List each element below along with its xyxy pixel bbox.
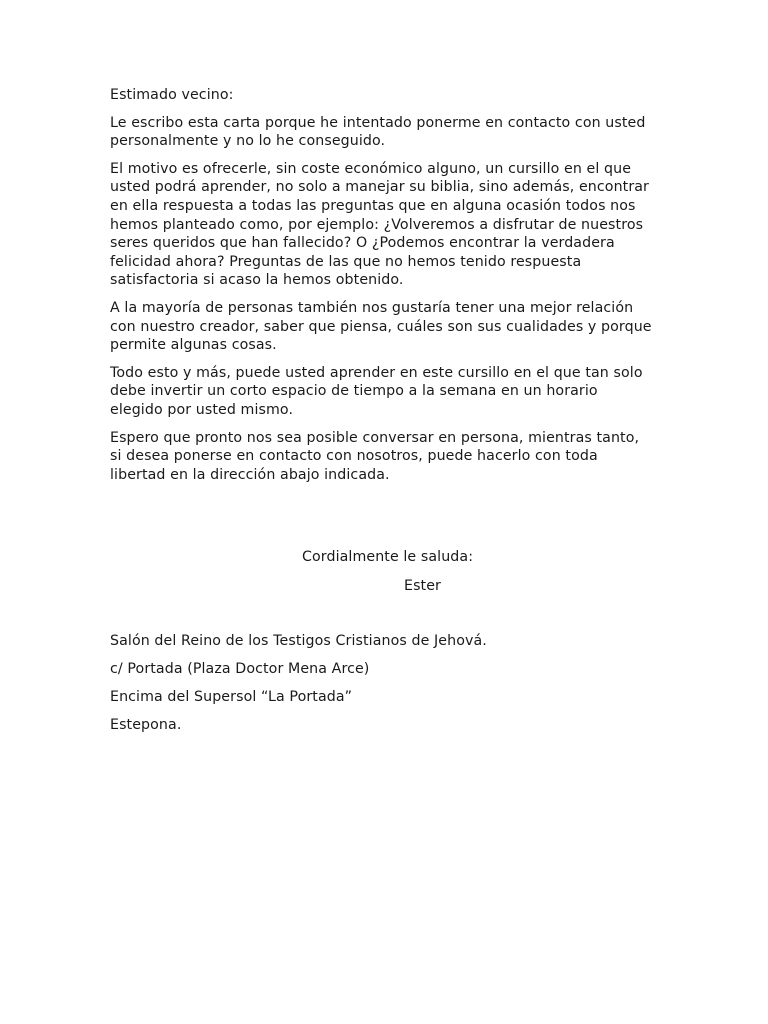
address-block bbox=[110, 632, 655, 744]
closing-block bbox=[110, 548, 655, 608]
letter-paragraph: Todo esto y más, puede usted aprender en este cursillo en el que tan solo debe invertir un corto espacio de tiempo a la semana en un horario elegido por usted mismo. bbox=[110, 364, 643, 418]
address-line: Salón del Reino de los Testigos Cristianos de Jehová. bbox=[110, 633, 487, 649]
letter-signature: Ester bbox=[404, 578, 441, 594]
letter-closing: Cordialmente le saluda: bbox=[302, 549, 474, 565]
address-line: c/ Portada (Plaza Doctor Mena Arce) bbox=[110, 661, 370, 678]
letter-greeting: Estimado vecino: bbox=[110, 87, 234, 103]
address-line: Estepona. bbox=[110, 717, 182, 734]
letter-body bbox=[110, 86, 655, 734]
letter-paragraph: El motivo es ofrecerle, sin coste económico alguno, un cursillo en el que usted podrá aprender, no solo a manejar su biblia, sino además, encontrar en ella respuesta a todas las preguntas que en alguna ocasión todos nos hemos planteado como, por ejemplo: ¿Volveremos a disfrutar de nuestros seres queridos que han fallecido? O ¿Podemos encontrar la verdadera felicidad ahora? Preguntas de las que no hemos tenido respuesta satisfactoria si acaso la hemos obtenido. bbox=[110, 160, 649, 289]
letter-paragraph: Le escribo esta carta porque he intentado ponerme en contacto con usted personalmente y no lo he conseguido. bbox=[110, 114, 646, 150]
letter-paragraph: A la mayoría de personas también nos gustaría tener una mejor relación con nuestro creador, saber que piensa, cuáles son sus cualidades y porque permite algunas cosas. bbox=[110, 299, 652, 354]
letter-paragraph: Espero que pronto nos sea posible conversar en persona, mientras tanto, si desea ponerse en contacto con nosotros, puede hacerlo con toda libertad en la dirección abajo indicada. bbox=[110, 429, 640, 483]
address-line: Encima del Supersol “La Portada” bbox=[110, 689, 353, 706]
